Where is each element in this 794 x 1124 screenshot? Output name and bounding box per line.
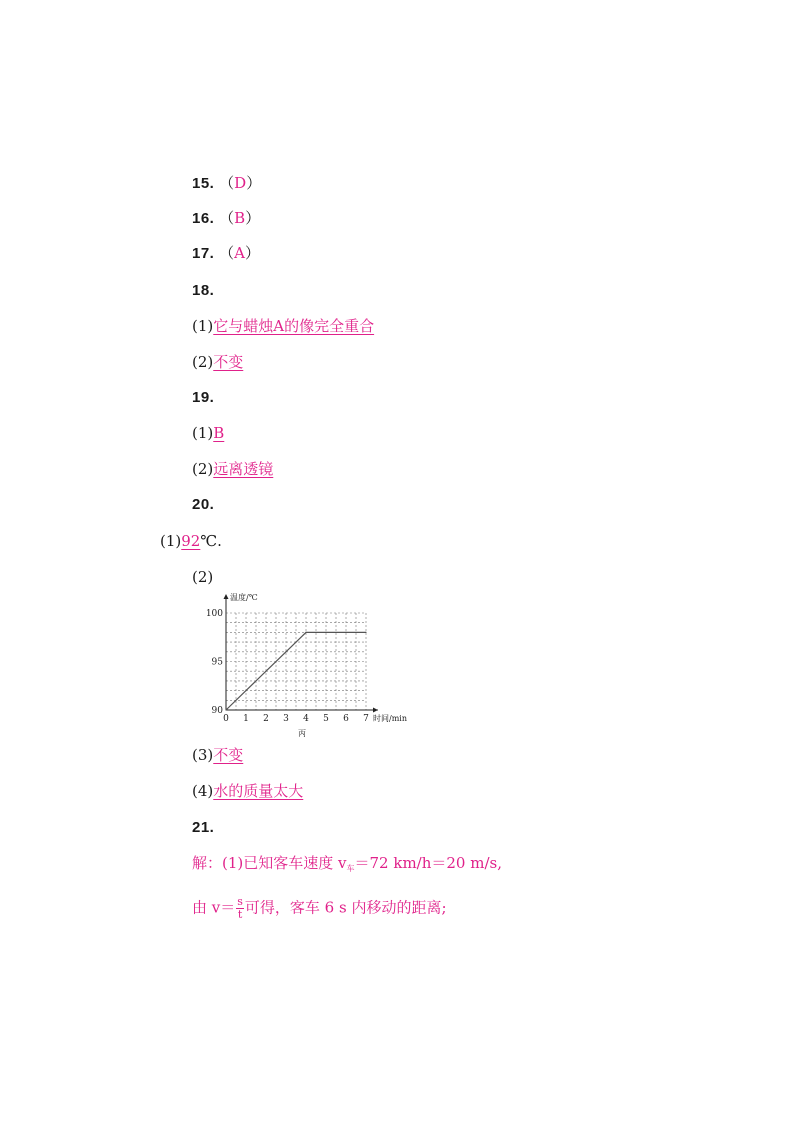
- data-point: [325, 632, 326, 633]
- y-tick-label: 95: [211, 657, 223, 668]
- question-number: 18.: [192, 282, 215, 299]
- solution-text: 解：(1)已知客车速度 v: [192, 854, 347, 872]
- x-axis-label: 时间/min: [373, 714, 407, 723]
- x-tick-label: 2: [263, 714, 269, 724]
- question-16: 16. （B）: [192, 209, 261, 227]
- question-number: 16.: [192, 210, 215, 227]
- y-axis-arrow: [224, 594, 229, 599]
- part-label: (1): [192, 424, 214, 442]
- y-axis-label: 温度/℃: [230, 593, 258, 602]
- data-point: [305, 632, 306, 633]
- x-tick-label: 7: [363, 714, 369, 724]
- q20-part-2: [192, 567, 213, 587]
- part-label: (1): [160, 532, 182, 550]
- question-number: 19.: [192, 389, 215, 406]
- choice-answer: A: [234, 244, 245, 262]
- fill-answer: 92: [181, 532, 201, 550]
- x-tick-label: 0: [223, 714, 229, 724]
- solution-text: 可得，客车 6 s 内移动的距离;: [244, 898, 447, 917]
- choice-answer: B: [234, 209, 246, 227]
- q19-part-1: [192, 423, 224, 443]
- q19-part-2: [192, 459, 273, 479]
- data-point: [345, 632, 346, 633]
- data-point: [265, 671, 266, 672]
- part-label: (4): [192, 782, 214, 800]
- question-number: 20.: [192, 496, 215, 513]
- x-tick-label: 4: [303, 714, 309, 724]
- data-point: [285, 651, 286, 652]
- fill-answer: 它与蜡烛A的像完全重合: [213, 317, 375, 335]
- part-label: (2): [192, 568, 214, 586]
- part-label: (3): [192, 746, 214, 764]
- part-label: (2): [192, 460, 214, 478]
- solution-text: ＝72 km/h＝20 m/s,: [354, 854, 502, 872]
- x-tick-label: 6: [343, 714, 349, 724]
- part-label: (2): [192, 353, 214, 371]
- question-number: 21.: [192, 819, 215, 836]
- y-tick-label: 100: [205, 609, 223, 619]
- data-point: [365, 632, 366, 633]
- x-axis-arrow: [373, 708, 378, 713]
- x-tick-label: 1: [243, 714, 249, 724]
- question-number: 15.: [192, 175, 215, 192]
- y-tick-label: 90: [211, 706, 223, 716]
- fraction: [236, 896, 244, 921]
- solution-line-2: [192, 896, 447, 921]
- q18-part-2: [192, 352, 243, 372]
- choice-answer: D: [234, 174, 247, 192]
- question-18: [192, 280, 214, 301]
- subscript: 车: [346, 864, 355, 873]
- fill-answer: 远离透镜: [213, 460, 274, 478]
- fill-answer: 不变: [213, 353, 244, 371]
- fill-answer: 不变: [213, 746, 244, 764]
- q20-part-1: [160, 531, 222, 551]
- x-tick-label: 5: [323, 714, 329, 724]
- q18-part-1: [192, 316, 374, 336]
- question-number: 17.: [192, 245, 215, 262]
- question-17: 17. （A）: [192, 244, 261, 262]
- x-tick-label: 3: [283, 714, 289, 724]
- fraction-denominator: t: [237, 908, 243, 921]
- fill-answer: B: [213, 424, 225, 442]
- question-20: [192, 494, 214, 515]
- q20-part-4: [192, 781, 303, 801]
- question-21: [192, 817, 214, 838]
- fraction-numerator: s: [237, 895, 243, 908]
- part-label: (1): [192, 317, 214, 335]
- data-point: [245, 690, 246, 691]
- chart-caption: 丙: [298, 729, 306, 738]
- solution-line-1: [192, 853, 502, 879]
- temperature-time-chart: [196, 588, 426, 740]
- question-19: [192, 387, 214, 408]
- question-15: 15. （D）: [192, 174, 262, 192]
- q20-part-3: [192, 745, 243, 765]
- data-point: [225, 709, 226, 710]
- fill-answer: 水的质量太大: [213, 782, 304, 800]
- solution-text: 由 v＝: [192, 898, 236, 917]
- unit-text: ℃.: [200, 532, 222, 550]
